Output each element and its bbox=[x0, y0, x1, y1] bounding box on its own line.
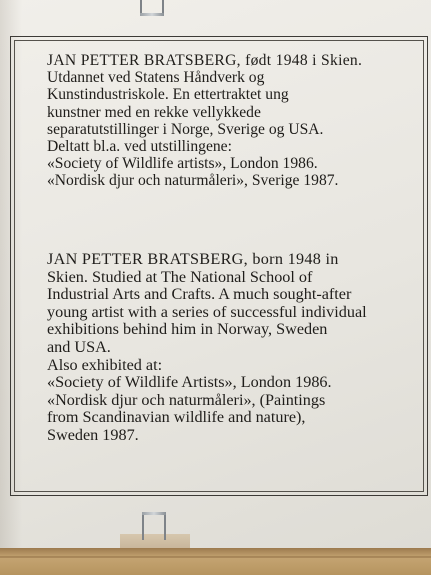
english-line: and USA. bbox=[47, 337, 111, 356]
norwegian-line: kunstner med en rekke vellykkede bbox=[47, 103, 261, 121]
english-biography bbox=[47, 251, 417, 445]
english-line: exhibitions behind him in Norway, Sweden bbox=[47, 320, 328, 339]
english-line: young artist with a series of successful individual bbox=[47, 302, 367, 321]
english-line: «Society of Wildlife Artists», London 1986. bbox=[47, 373, 332, 392]
wood-grain bbox=[0, 556, 431, 558]
english-line: «Nordisk djur och naturmåleri», (Paintings bbox=[47, 390, 326, 409]
norwegian-line: separatutstillinger i Norge, Sverige og USA. bbox=[47, 120, 324, 138]
staple-bottom-icon bbox=[142, 512, 166, 540]
norwegian-biography bbox=[47, 52, 417, 190]
norwegian-line: Kunstindustriskole. En ettertraktet ung bbox=[47, 86, 289, 104]
norwegian-line: «Nordisk djur och naturmåleri», Sverige 1987. bbox=[47, 172, 339, 190]
english-line: Also exhibited at: bbox=[47, 355, 163, 374]
staple-top-icon bbox=[140, 0, 164, 16]
norwegian-line: «Society of Wildlife artists», London 1986. bbox=[47, 155, 318, 173]
norwegian-line: Utdannet ved Statens Håndverk og bbox=[47, 69, 265, 87]
english-line: Skien. Studied at The National School of bbox=[47, 267, 313, 286]
norwegian-line: JAN PETTER BRATSBERG, født 1948 i Skien. bbox=[47, 52, 363, 69]
english-line: Industrial Arts and Crafts. A much sought-after bbox=[47, 285, 352, 304]
english-line: JAN PETTER BRATSBERG, born 1948 in bbox=[47, 250, 339, 268]
norwegian-line: Deltatt bl.a. ved utstillingene: bbox=[47, 138, 232, 156]
wooden-frame bbox=[0, 548, 431, 575]
english-line: Sweden 1987. bbox=[47, 425, 139, 444]
english-line: from Scandinavian wildlife and nature), bbox=[47, 408, 306, 427]
